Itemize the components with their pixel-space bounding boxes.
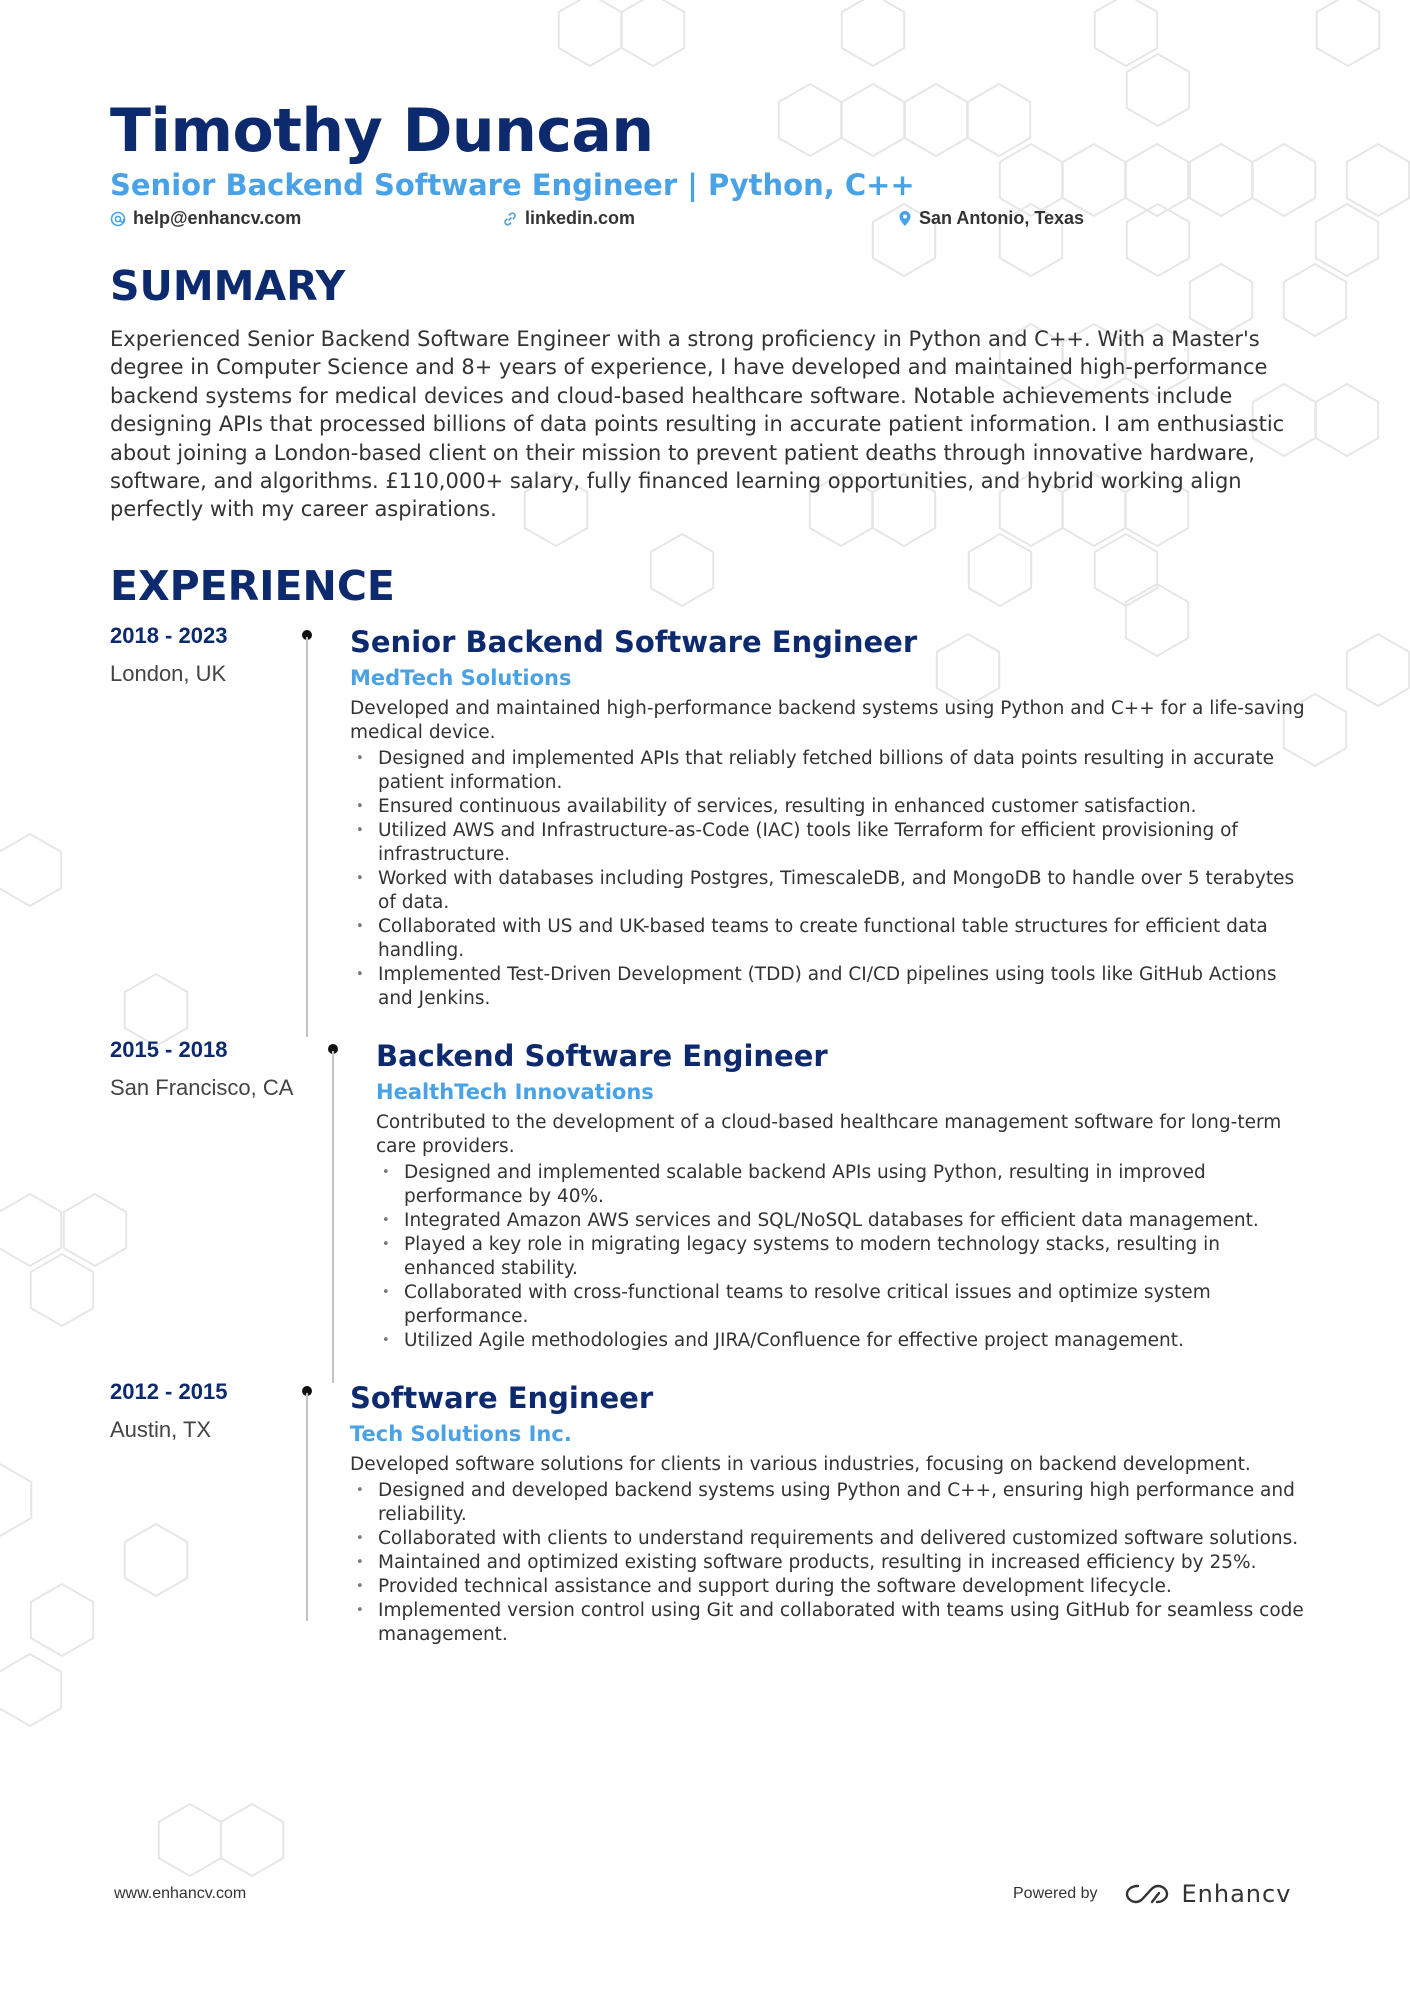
job-content bbox=[350, 623, 1305, 1011]
enhancv-brand-name: Enhancv bbox=[1181, 1880, 1292, 1908]
link-icon bbox=[502, 211, 518, 227]
summary-text: Experienced Senior Backend Software Engineer with a strong proficiency in Python and C++. With a Master's degree in Computer Science and 8+ years of experience, I have developed and maintained high-performance backend systems for medical devices and cloud-based healthcare software. Notable achievements include designing APIs that processed billions of data points resulting in accurate patient information. I am enthusiastic about joining a London-based client on their mission to prevent patient deaths through innovative hardware, software, and algorithms. £110,000+ salary, fully financed learning opportunities, and hybrid working align perfectly with my career aspirations. bbox=[110, 327, 1285, 522]
list-item: • Provided technical assistance and support during the software development lifecycle. bbox=[350, 1575, 1305, 1599]
list-item: • Worked with databases including Postgres, TimescaleDB, and MongoDB to handle over 5 terabytes of data. bbox=[350, 867, 1305, 915]
contact-linkedin-text: linkedin.com bbox=[525, 208, 636, 228]
job-description: Developed software solutions for clients in various industries, focusing on backend development. bbox=[350, 1454, 1251, 1475]
job-content bbox=[350, 1379, 1305, 1647]
job-dates: 2015 - 2018 bbox=[110, 1037, 228, 1062]
contact-email-text: help@enhancv.com bbox=[133, 208, 302, 228]
list-item: • Collaborated with US and UK-based teams to create functional table structures for efficient data handling. bbox=[350, 915, 1305, 963]
job-description: Developed and maintained high-performance backend systems using Python and C++ for a life-saving medical device. bbox=[350, 698, 1305, 743]
list-item: • Maintained and optimized existing software products, resulting in increased efficiency by 25%. bbox=[350, 1551, 1305, 1575]
list-item: • Played a key role in migrating legacy systems to modern technology stacks, resulting in enhanced stability. bbox=[376, 1233, 1306, 1281]
job-company: Tech Solutions Inc. bbox=[350, 1422, 572, 1446]
list-item: • Utilized Agile methodologies and JIRA/Confluence for effective project management. bbox=[376, 1329, 1306, 1353]
list-item: • Integrated Amazon AWS services and SQL/NoSQL databases for efficient data management. bbox=[376, 1209, 1306, 1233]
job-role: Software Engineer bbox=[350, 1381, 654, 1415]
job-bullets bbox=[350, 747, 1305, 1011]
contact-location bbox=[898, 208, 1084, 229]
job-dates: 2018 - 2023 bbox=[110, 623, 228, 648]
job-role: Backend Software Engineer bbox=[376, 1039, 828, 1073]
job-company: MedTech Solutions bbox=[350, 666, 572, 690]
list-item: • Collaborated with clients to understand requirements and delivered customized software solutions. bbox=[350, 1527, 1305, 1551]
contact-location-text: San Antonio, Texas bbox=[919, 208, 1085, 228]
job-content bbox=[376, 1037, 1306, 1353]
candidate-title: Senior Backend Software Engineer | Python, C++ bbox=[110, 168, 915, 202]
enhancv-logo-icon bbox=[1124, 1882, 1170, 1906]
list-item: • Utilized AWS and Infrastructure-as-Code (IAC) tools like Terraform for efficient provisioning of infrastructure. bbox=[350, 819, 1305, 867]
job-company: HealthTech Innovations bbox=[376, 1080, 654, 1104]
job-location: London, UK bbox=[110, 661, 227, 686]
job-role: Senior Backend Software Engineer bbox=[350, 625, 918, 659]
footer-branding bbox=[1013, 1880, 1291, 1908]
list-item: • Implemented version control using Git and collaborated with teams using GitHub for seamless code management. bbox=[350, 1599, 1305, 1647]
job-location: Austin, TX bbox=[110, 1417, 212, 1442]
list-item: • Implemented Test-Driven Development (TDD) and CI/CD pipelines using tools like GitHub Actions and Jenkins. bbox=[350, 963, 1305, 1011]
timeline-line bbox=[332, 1051, 334, 1383]
powered-by-label: Powered by bbox=[1013, 1885, 1098, 1902]
experience-heading: EXPERIENCE bbox=[110, 562, 395, 610]
enhancv-logo[interactable] bbox=[1124, 1880, 1292, 1908]
list-item: • Designed and implemented APIs that reliably fetched billions of data points resulting in accurate patient information. bbox=[350, 747, 1305, 795]
job-dates: 2012 - 2015 bbox=[110, 1379, 228, 1404]
contact-linkedin[interactable] bbox=[502, 208, 635, 229]
contact-email[interactable] bbox=[110, 208, 301, 229]
job-description: Contributed to the development of a cloud-based healthcare management software for long-term care providers. bbox=[376, 1112, 1282, 1157]
summary-heading: SUMMARY bbox=[110, 262, 346, 310]
list-item: • Collaborated with cross-functional teams to resolve critical issues and optimize system performance. bbox=[376, 1281, 1306, 1329]
list-item: • Ensured continuous availability of services, resulting in enhanced customer satisfaction. bbox=[350, 795, 1305, 819]
job-bullets bbox=[350, 1479, 1305, 1647]
footer-website-link[interactable]: www.enhancv.com bbox=[114, 1885, 247, 1902]
job-location: San Francisco, CA bbox=[110, 1075, 294, 1100]
timeline-line bbox=[306, 1393, 308, 1621]
list-item: • Designed and developed backend systems using Python and C++, ensuring high performance and reliability. bbox=[350, 1479, 1305, 1527]
at-icon bbox=[110, 211, 126, 227]
location-pin-icon bbox=[898, 210, 912, 227]
job-bullets bbox=[376, 1161, 1306, 1353]
candidate-name: Timothy Duncan bbox=[110, 96, 654, 166]
timeline-line bbox=[306, 637, 308, 1037]
list-item: • Designed and implemented scalable backend APIs using Python, resulting in improved performance by 40%. bbox=[376, 1161, 1306, 1209]
